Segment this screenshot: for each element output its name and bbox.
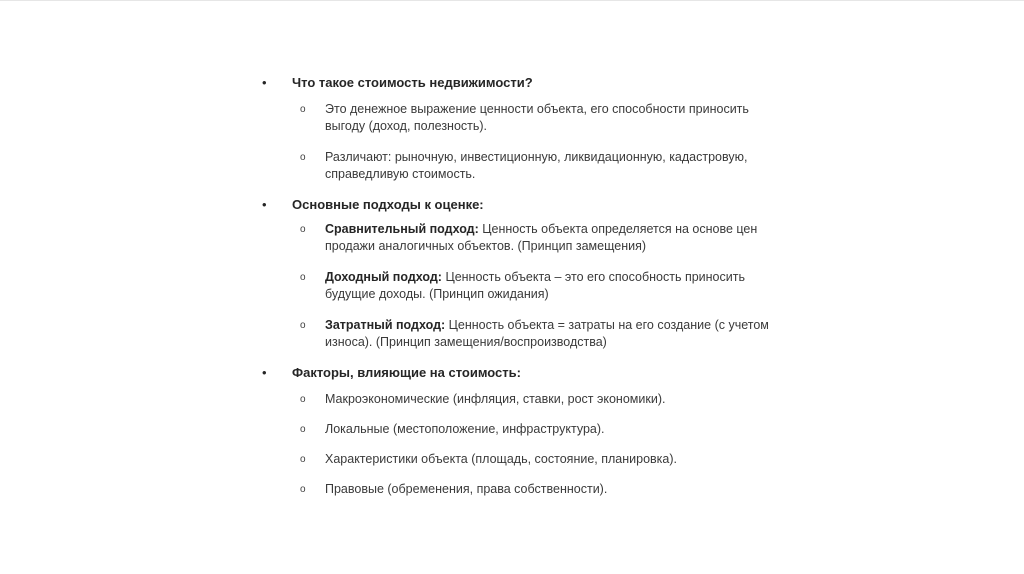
bullet-dot-icon: •	[262, 365, 267, 380]
bullet-circle-icon: o	[300, 320, 306, 331]
bullet-circle-icon: o	[300, 224, 306, 235]
bullet-dot-icon: •	[262, 197, 267, 212]
approach-label: Сравнительный подход:	[325, 222, 479, 236]
list-item	[300, 101, 782, 135]
section-value-factors	[262, 363, 782, 383]
bullet-dot-icon: •	[262, 75, 267, 90]
list-item	[300, 451, 782, 468]
list-item-text: Это денежное выражение ценности объекта, его способности приносить выгоду (доход, полезность).	[325, 102, 749, 133]
list-item-text: Различают: рыночную, инвестиционную, ликвидационную, кадастровую, справедливую стоимость.	[325, 150, 748, 181]
list-item	[300, 269, 782, 303]
bullet-circle-icon: o	[300, 484, 306, 495]
bullet-list	[262, 73, 782, 498]
section-title: Основные подходы к оценке:	[292, 197, 484, 212]
list-item-text: Характеристики объекта (площадь, состояние, планировка).	[325, 452, 677, 466]
section-title: Факторы, влияющие на стоимость:	[292, 365, 521, 380]
list-item-text	[325, 221, 770, 255]
top-divider	[0, 0, 1024, 1]
list-item-text	[325, 269, 770, 303]
section-title: Что такое стоимость недвижимости?	[292, 75, 533, 90]
list-item	[300, 421, 782, 438]
list-item-text: Локальные (местоположение, инфраструктура).	[325, 422, 605, 436]
bullet-circle-icon: o	[300, 454, 306, 465]
list-item	[300, 391, 782, 408]
list-item-text	[325, 317, 770, 351]
approach-description: Ценность объекта – это его способность приносить будущие доходы. (Принцип ожидания)	[325, 270, 745, 301]
list-item-text: Правовые (обременения, права собственности).	[325, 482, 608, 496]
approach-label: Затратный подход:	[325, 318, 446, 332]
bullet-circle-icon: o	[300, 424, 306, 435]
list-item	[300, 481, 782, 498]
bullet-circle-icon: o	[300, 152, 306, 163]
approach-description: Ценность объекта = затраты на его создание (с учетом износа). (Принцип замещения/воспроизводства)	[325, 318, 769, 349]
bullet-circle-icon: o	[300, 394, 306, 405]
approach-description: Ценность объекта определяется на основе цен продажи аналогичных объектов. (Принцип замещения)	[325, 222, 758, 253]
bullet-circle-icon: o	[300, 104, 306, 115]
list-item-text: Макроэкономические (инфляция, ставки, рост экономики).	[325, 392, 666, 406]
section-valuation-approaches	[262, 195, 782, 215]
list-item	[300, 221, 782, 255]
approach-label: Доходный подход:	[325, 270, 442, 284]
section-what-is-value	[262, 73, 782, 93]
list-item	[300, 149, 782, 183]
bullet-circle-icon: o	[300, 272, 306, 283]
list-item	[300, 317, 782, 351]
